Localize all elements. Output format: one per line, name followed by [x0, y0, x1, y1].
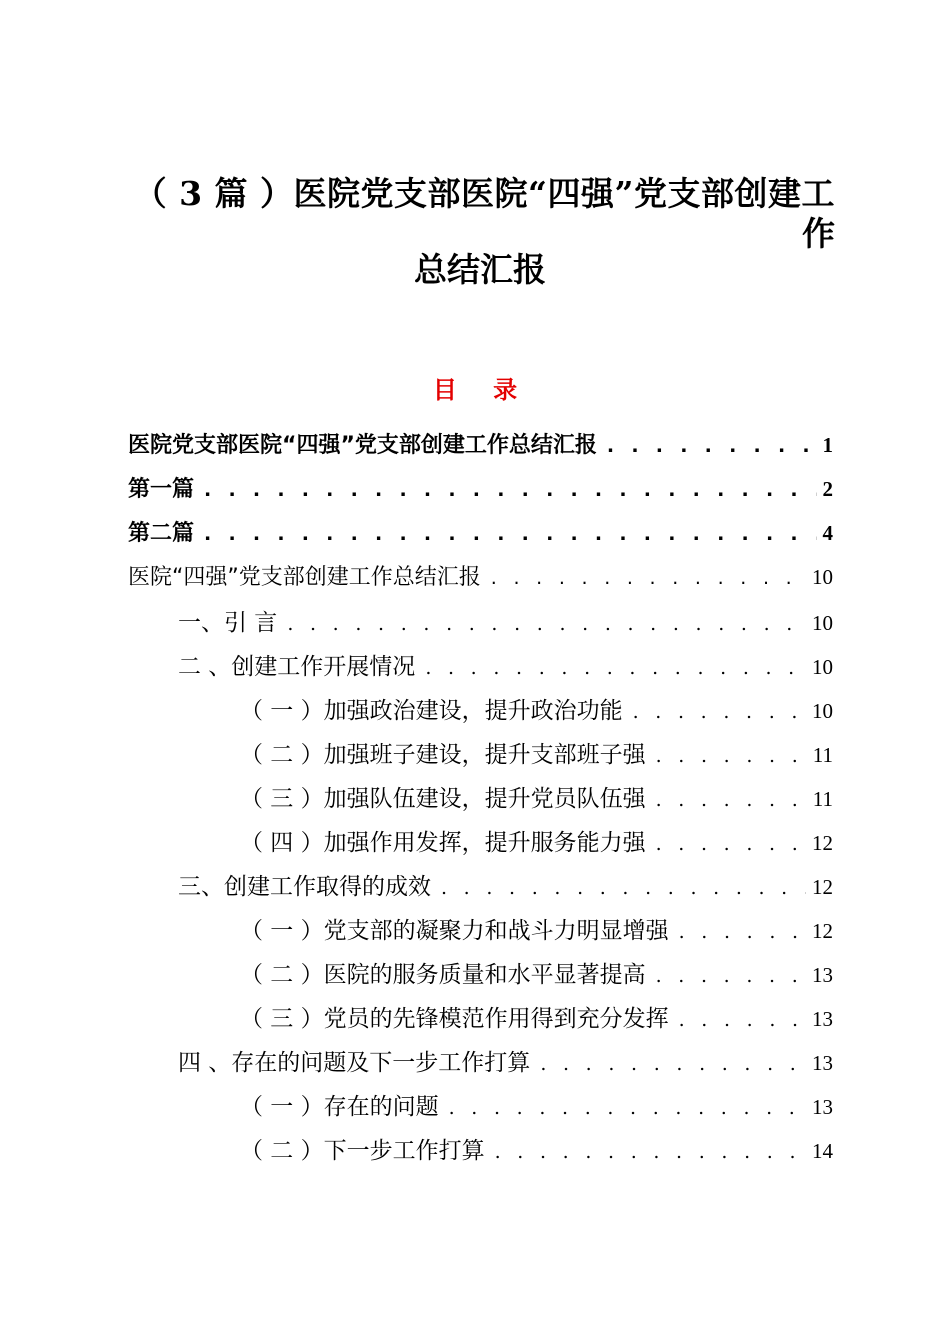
toc-entry-label: 二 、创建工作开展情况 — [178, 654, 416, 680]
toc-dot-leader — [656, 833, 806, 855]
toc-entry-page-number: 11 — [812, 787, 833, 811]
toc-dot-leader — [679, 921, 806, 943]
toc-dot-leader — [607, 435, 817, 457]
toc-entry-page-number: 12 — [812, 919, 833, 943]
toc-entry-page-number: 11 — [812, 743, 833, 767]
document-title-line2: 总结汇报 — [414, 250, 546, 289]
document-title-line1-wrap: 作 — [802, 214, 835, 253]
toc-entry-page-number: 13 — [812, 963, 833, 987]
toc-entry[interactable] — [240, 956, 833, 990]
toc-entry-page-number: 4 — [822, 521, 833, 545]
toc-entry-page-number: 13 — [812, 1007, 833, 1031]
toc-entry[interactable] — [240, 1000, 833, 1034]
toc-entry[interactable] — [240, 1132, 833, 1166]
toc-entry-page-number: 10 — [812, 655, 833, 679]
toc-entry[interactable] — [178, 1044, 833, 1078]
toc-entry[interactable] — [178, 648, 833, 682]
document-title-line1: （ 3 篇 ）医院党支部医院“四强”党支部创建工 — [133, 174, 835, 213]
toc-entry[interactable] — [240, 1088, 833, 1122]
toc-entry[interactable] — [128, 472, 833, 506]
toc-dot-leader — [656, 789, 807, 811]
toc-entry-page-number: 10 — [812, 699, 833, 723]
toc-entry[interactable] — [240, 736, 833, 770]
toc-entry-page-number: 12 — [812, 875, 833, 899]
toc-dot-leader — [287, 613, 806, 635]
toc-entry-label: （ 二 ）医院的服务质量和水平显著提高 — [240, 962, 646, 988]
toc-entry[interactable] — [178, 604, 833, 638]
toc-dot-leader — [204, 523, 816, 545]
toc-dot-leader — [491, 567, 806, 589]
toc-entry-label: 医院党支部医院“四强”党支部创建工作总结汇报 — [128, 433, 597, 458]
toc-dot-leader — [679, 1009, 806, 1031]
toc-dot-leader — [633, 701, 806, 723]
toc-entry[interactable] — [128, 560, 833, 594]
toc-dot-leader — [449, 1097, 806, 1119]
toc-entry-label: 三、创建工作取得的成效 — [178, 874, 431, 900]
toc-entry[interactable] — [240, 780, 833, 814]
toc-entry-page-number: 1 — [822, 433, 833, 457]
toc-entry-label: （ 一 ）加强政治建设，提升政治功能 — [240, 698, 623, 724]
toc-entry-page-number: 13 — [812, 1095, 833, 1119]
toc-dot-leader — [656, 745, 807, 767]
toc-entry-label: 一、引 言 — [178, 610, 278, 636]
toc-dot-leader — [204, 479, 816, 501]
toc-entry-label: 医院“四强”党支部创建工作总结汇报 — [128, 565, 481, 590]
toc-entry-label: （ 二 ）加强班子建设，提升支部班子强 — [240, 742, 646, 768]
toc-entry[interactable] — [128, 428, 833, 462]
toc-entry-label: （ 二 ）下一步工作打算 — [240, 1138, 485, 1164]
toc-entry-page-number: 14 — [812, 1139, 833, 1163]
toc-entry-label: （ 四 ）加强作用发挥，提升服务能力强 — [240, 830, 646, 856]
toc-entry-label: （ 三 ）加强队伍建设，提升党员队伍强 — [240, 786, 646, 812]
toc-entry-label: 第一篇 — [128, 477, 195, 502]
toc-entry-label: （ 一 ）存在的问题 — [240, 1094, 439, 1120]
toc-entry-page-number: 10 — [812, 565, 833, 589]
toc-entry-page-number: 10 — [812, 611, 833, 635]
toc-dot-leader — [656, 965, 806, 987]
toc-entry-page-number: 12 — [812, 831, 833, 855]
toc-entry-label: 第二篇 — [128, 521, 195, 546]
toc-dot-leader — [425, 657, 806, 679]
toc-entry-page-number: 13 — [812, 1051, 833, 1075]
toc-entry-page-number: 2 — [822, 477, 833, 501]
toc-dot-leader — [495, 1141, 806, 1163]
toc-entry[interactable] — [240, 692, 833, 726]
toc-entry[interactable] — [178, 868, 833, 902]
toc-entry-label: （ 一 ）党支部的凝聚力和战斗力明显增强 — [240, 918, 669, 944]
toc-entry[interactable] — [128, 516, 833, 550]
toc-entry[interactable] — [240, 824, 833, 858]
toc-entry-label: 四 、存在的问题及下一步工作打算 — [178, 1050, 531, 1076]
toc-dot-leader — [540, 1053, 806, 1075]
toc-heading: 目 录 — [432, 375, 532, 404]
toc-entry-label: （ 三 ）党员的先锋模范作用得到充分发挥 — [240, 1006, 669, 1032]
toc-dot-leader — [441, 877, 806, 899]
toc-entry[interactable] — [240, 912, 833, 946]
